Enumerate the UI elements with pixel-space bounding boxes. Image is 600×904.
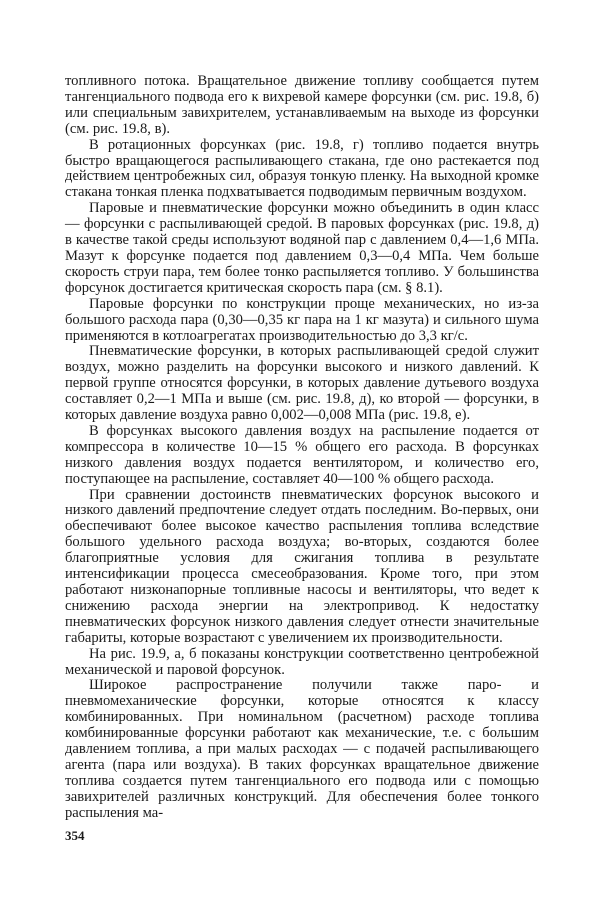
paragraph: В ротационных форсунках (рис. 19.8, г) топливо подается внутрь быстро вращающегося распыливающего стакана, где оно растекается под действием центробежных сил, образуя тонкую пленку. На выходной кромке стакана тонкая пленка подхватывается подводимым первичным воздухом. xyxy=(65,136,539,201)
body-text xyxy=(65,74,539,822)
paragraph: При сравнении достоинств пневматических форсунок высокого и низкого давлений предпочтение следует отдать последним. Во-первых, они обеспечивают более высокое качество распыления топлива вследствие большого удельного расхода воздуха; во-вторых, создаются более благоприятные условия для сжигания топлива в результате интенсификации процесса смесеобразования. Кроме того, при этом работают низконапорные топливные насосы и вентиляторы, что ведет к снижению расхода энергии на электропривод. К недостатку пневматических форсунок низкого давления следует отнести значительные габариты, которые возрастают с увеличением их производительности. xyxy=(65,486,539,646)
paragraph: Широкое распространение получили также паро- и пневмомеханические форсунки, которые относятся к классу комбинированных. При номинальном (расчетном) расходе топлива комбинированные форсунки работают как механические, т.е. с большим давлением топлива, а при малых расходах — с подачей распыливающего агента (пара или воздуха). В таких форсунках вращательное движение топлива создается путем тангенциального его подвода или с помощью завихрителей различных конструкций. Для обеспечения более тонкого распыления ма- xyxy=(65,677,539,821)
paragraph: Паровые форсунки по конструкции проще механических, но из-за большого расхода пара (0,30—0,35 кг пара на 1 кг мазута) и сильного шума применяются в котлоагрегатах производительностью до 3,3 кг/с. xyxy=(65,295,539,344)
page-number: 354 xyxy=(65,828,85,843)
paragraph: На рис. 19.9, а, б показаны конструкции соответственно центробежной механической и паровой форсунок. xyxy=(65,645,539,678)
paragraph: Пневматические форсунки, в которых распыливающей средой служит воздух, можно разделить на форсунки высокого и низкого давлений. К первой группе относятся форсунки, в которых давление дутьевого воздуха составляет 0,2—1 МПа и выше (см. рис. 19.8, д), ко второй — форсунки, в которых давление воздуха равно 0,002—0,008 МПа (рис. 19.8, е). xyxy=(65,343,539,424)
paragraph: топливного потока. Вращательное движение топливу сообщается путем тангенциального подвода его к вихревой камере форсунки (см. рис. 19.8, б) или специальным завихрителем, устанавливаемым на выходе из форсунки (см. рис. 19.8, в). xyxy=(65,73,539,137)
paragraph: Паровые и пневматические форсунки можно объединить в один класс — форсунки с распыливающей средой. В паровых форсунках (рис. 19.8, д) в качестве такой среды используют водяной пар с давлением 0,4—1,6 МПа. Мазут к форсунке подается под давлением 0,3—0,4 МПа. Чем больше скорость струи пара, тем более тонко распыляется топливо. У большинства форсунок достигается критическая скорость пара (см. § 8.1). xyxy=(65,200,539,296)
paragraph: В форсунках высокого давления воздух на распыление подается от компрессора в количестве 10—15 % общего его расхода. В форсунках низкого давления воздух подается вентилятором, и количество его, поступающее на распыление, составляет 40—100 % общего расхода. xyxy=(65,422,539,487)
